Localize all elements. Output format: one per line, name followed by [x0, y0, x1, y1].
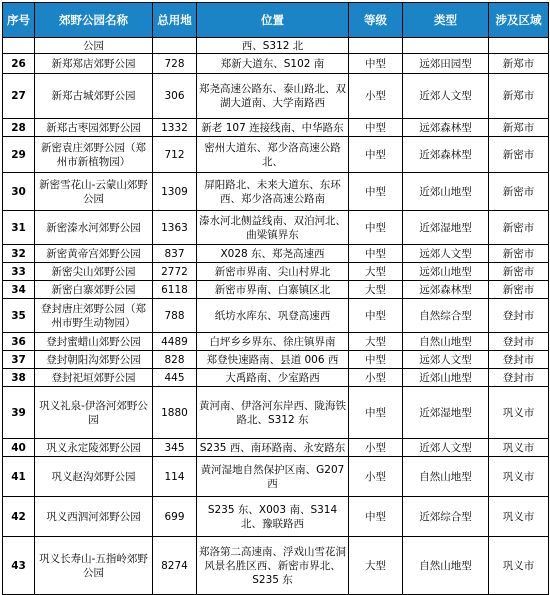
row-area: 306: [153, 74, 197, 119]
row-location: 纸坊水库东、巩登高速西: [197, 299, 349, 333]
table-row: [3, 497, 549, 537]
table-row: [3, 537, 549, 595]
table-row: [3, 54, 549, 74]
row-level: 中型: [349, 299, 403, 333]
row-district: [489, 38, 549, 54]
row-no: 40: [3, 439, 35, 457]
row-area: 114: [153, 457, 197, 497]
table-row: [3, 299, 549, 333]
row-park-name: 新密袁庄郊野公园（郑州市新植物园）: [35, 137, 153, 173]
row-district: 巩义市: [489, 497, 549, 537]
header-location: 位置: [197, 3, 349, 38]
row-district: 新郑市: [489, 119, 549, 137]
row-location: 新密市界南、白寨镇区北: [197, 281, 349, 299]
row-location: 郑尧高速公路东、泰山路北、双湖大道南、大学南路西: [197, 74, 349, 119]
row-no: 42: [3, 497, 35, 537]
row-area: 4489: [153, 333, 197, 351]
row-level: 大型: [349, 263, 403, 281]
row-type: 远郊山地型: [403, 263, 489, 281]
row-district: 新郑市: [489, 54, 549, 74]
row-type: [403, 38, 489, 54]
row-level: 中型: [349, 173, 403, 211]
header-district: 涉及区域: [489, 3, 549, 38]
table-row: [3, 211, 549, 245]
row-park-name: 新密白寨郊野公园: [35, 281, 153, 299]
row-type: 远郊人文型: [403, 245, 489, 263]
row-park-name: 新密黄帝宫郊野公园: [35, 245, 153, 263]
row-location: 黄河南、伊洛河东岸西、陇海铁路北、S312 东: [197, 387, 349, 439]
table-row: [3, 38, 549, 54]
row-no: [3, 38, 35, 54]
row-location: S235 东、X003 南、S314 北、豫联路西: [197, 497, 349, 537]
row-area: 728: [153, 54, 197, 74]
row-area: 1332: [153, 119, 197, 137]
table-row: [3, 173, 549, 211]
row-no: 41: [3, 457, 35, 497]
row-type: 远郊森林型: [403, 281, 489, 299]
row-no: 35: [3, 299, 35, 333]
row-no: 30: [3, 173, 35, 211]
row-district: 新密市: [489, 173, 549, 211]
row-level: [349, 38, 403, 54]
table-row: [3, 457, 549, 497]
row-location: 郑登快速路南、县道 006 西: [197, 351, 349, 369]
row-type: 自然综合型: [403, 299, 489, 333]
row-type: 远郊人文型: [403, 351, 489, 369]
header-name: 郊野公园名称: [35, 3, 153, 38]
row-location: 新密市界南、尖山村界北: [197, 263, 349, 281]
table-row: [3, 439, 549, 457]
row-park-name: 新密溱水河郊野公园: [35, 211, 153, 245]
row-park-name: 公园: [35, 38, 153, 54]
row-district: 新密市: [489, 137, 549, 173]
row-area: 1309: [153, 173, 197, 211]
row-district: 登封市: [489, 351, 549, 369]
table-row: [3, 245, 549, 263]
row-district: 新密市: [489, 263, 549, 281]
row-location: 大禹路南、少室路西: [197, 369, 349, 387]
row-level: 中型: [349, 497, 403, 537]
row-area: 712: [153, 137, 197, 173]
row-type: 远郊森林型: [403, 119, 489, 137]
row-location: 新老 107 连接线南、中华路东: [197, 119, 349, 137]
row-level: 小型: [349, 439, 403, 457]
row-area: 6118: [153, 281, 197, 299]
row-level: 小型: [349, 74, 403, 119]
table-row: [3, 387, 549, 439]
row-level: 中型: [349, 137, 403, 173]
row-no: 29: [3, 137, 35, 173]
row-no: 43: [3, 537, 35, 595]
row-location: 黄河湿地自然保护区南、G207西: [197, 457, 349, 497]
row-location: S235 西、南环路南、永安路东: [197, 439, 349, 457]
row-type: 近郊山地型: [403, 173, 489, 211]
row-district: 新密市: [489, 245, 549, 263]
row-no: 28: [3, 119, 35, 137]
row-park-name: 巩义西泗河郊野公园: [35, 497, 153, 537]
row-park-name: 新郑郑店郊野公园: [35, 54, 153, 74]
park-table-sheet: [2, 2, 549, 595]
row-district: 巩义市: [489, 537, 549, 595]
row-area: 837: [153, 245, 197, 263]
row-location: 溱水河北侧益线南、双泊河北、曲梁镇界东: [197, 211, 349, 245]
row-level: 大型: [349, 333, 403, 351]
row-park-name: 登封祀垣郊野公园: [35, 369, 153, 387]
row-area: 788: [153, 299, 197, 333]
row-location: X028 东、郑尧高速西: [197, 245, 349, 263]
row-type: 自然山地型: [403, 457, 489, 497]
row-no: 31: [3, 211, 35, 245]
row-no: 34: [3, 281, 35, 299]
header-type: 类型: [403, 3, 489, 38]
row-area: 828: [153, 351, 197, 369]
row-district: 巩义市: [489, 387, 549, 439]
header-area: 总用地: [153, 3, 197, 38]
row-park-name: 新郑古枣园郊野公园: [35, 119, 153, 137]
row-park-name: 巩义礼泉-伊洛河郊野公园: [35, 387, 153, 439]
row-area: 1880: [153, 387, 197, 439]
table-row: [3, 281, 549, 299]
row-type: 近郊人文型: [403, 439, 489, 457]
row-type: 近郊人文型: [403, 74, 489, 119]
row-level: 中型: [349, 387, 403, 439]
row-type: 近郊综合型: [403, 497, 489, 537]
row-level: 中型: [349, 119, 403, 137]
table-row: [3, 74, 549, 119]
row-type: 自然山地型: [403, 537, 489, 595]
row-location: 屏阳路北、未来大道东、东环西、郑少洛高速公路南: [197, 173, 349, 211]
suburban-park-table: [2, 2, 549, 595]
row-no: 27: [3, 74, 35, 119]
row-no: 32: [3, 245, 35, 263]
table-row: [3, 119, 549, 137]
row-district: 巩义市: [489, 457, 549, 497]
table-row: [3, 137, 549, 173]
row-location: 郑洛第二高速南、浮戏山雪花洞风景名胜区西、新密市界北、S235 东: [197, 537, 349, 595]
row-level: 小型: [349, 457, 403, 497]
row-location: 郑新大道东、S102 南: [197, 54, 349, 74]
row-park-name: 登封朝阳沟郊野公园: [35, 351, 153, 369]
row-type: 近郊森林型: [403, 137, 489, 173]
table-header-row: [3, 3, 549, 38]
row-area: [153, 38, 197, 54]
row-level: 大型: [349, 537, 403, 595]
row-level: 中型: [349, 54, 403, 74]
row-area: 345: [153, 439, 197, 457]
row-area: 445: [153, 369, 197, 387]
row-district: 登封市: [489, 299, 549, 333]
row-district: 登封市: [489, 369, 549, 387]
row-location: 西、S312 北: [197, 38, 349, 54]
row-area: 2772: [153, 263, 197, 281]
table-row: [3, 263, 549, 281]
row-level: 中型: [349, 245, 403, 263]
row-level: 大型: [349, 281, 403, 299]
row-location: 密州大道东、郑少洛高速公路北、: [197, 137, 349, 173]
row-no: 33: [3, 263, 35, 281]
row-no: 38: [3, 369, 35, 387]
row-level: 小型: [349, 369, 403, 387]
row-type: 自然山地型: [403, 333, 489, 351]
row-location: 白坪乡乡界东、徐庄镇界南: [197, 333, 349, 351]
row-no: 36: [3, 333, 35, 351]
row-area: 8274: [153, 537, 197, 595]
row-park-name: 登封唐庄郊野公园（郑州市野生动物园）: [35, 299, 153, 333]
row-level: 中型: [349, 351, 403, 369]
table-row: [3, 333, 549, 351]
row-type: 近郊山地型: [403, 369, 489, 387]
row-area: 1363: [153, 211, 197, 245]
row-no: 39: [3, 387, 35, 439]
row-park-name: 登封蜜蜡山郊野公园: [35, 333, 153, 351]
row-park-name: 新郑古城郊野公园: [35, 74, 153, 119]
row-district: 新密市: [489, 211, 549, 245]
row-park-name: 新密雪花山-云蒙山郊野公园: [35, 173, 153, 211]
table-row: [3, 351, 549, 369]
row-park-name: 新密尖山郊野公园: [35, 263, 153, 281]
row-district: 新密市: [489, 281, 549, 299]
row-no: 26: [3, 54, 35, 74]
row-park-name: 巩义赵沟郊野公园: [35, 457, 153, 497]
table-row: [3, 369, 549, 387]
row-district: 登封市: [489, 333, 549, 351]
row-level: 中型: [349, 211, 403, 245]
row-area: 699: [153, 497, 197, 537]
header-no: 序号: [3, 3, 35, 38]
row-park-name: 巩义长寿山-五指岭郊野公园: [35, 537, 153, 595]
header-level: 等级: [349, 3, 403, 38]
row-type: 近郊湿地型: [403, 211, 489, 245]
row-no: 37: [3, 351, 35, 369]
row-type: 远郊田园型: [403, 54, 489, 74]
row-district: 巩义市: [489, 439, 549, 457]
row-type: 近郊湿地型: [403, 387, 489, 439]
row-district: 新郑市: [489, 74, 549, 119]
row-park-name: 巩义永定陵郊野公园: [35, 439, 153, 457]
